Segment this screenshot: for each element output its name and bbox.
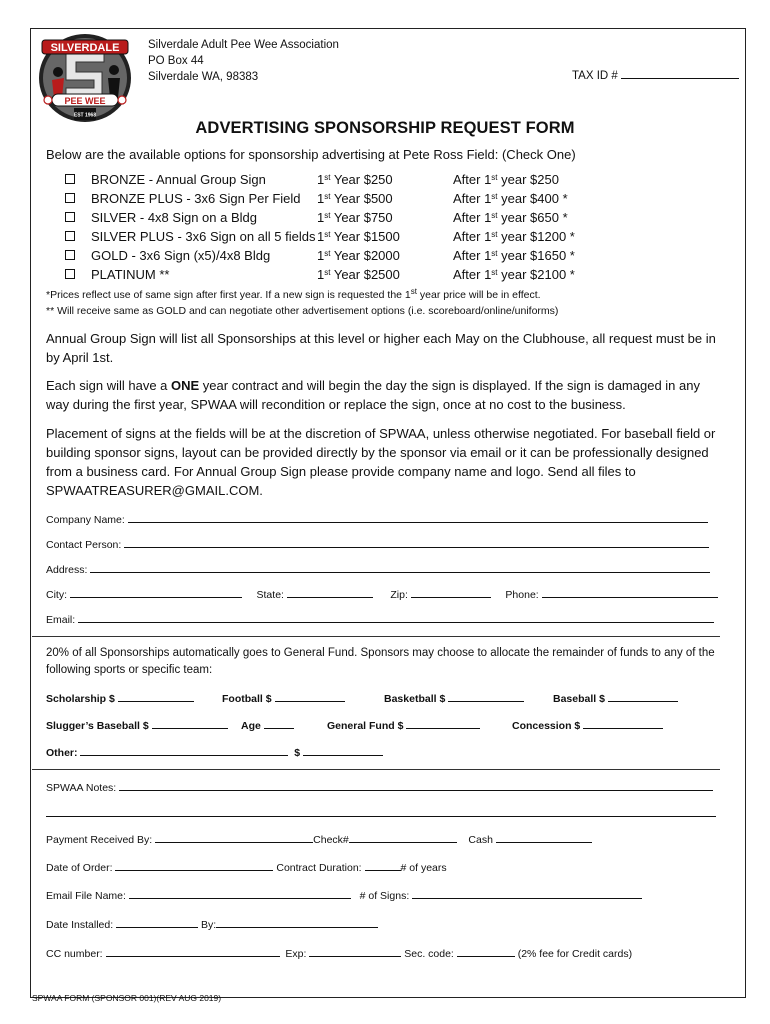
placement-paragraph: Placement of signs at the fields will be at the discretion of SPWAA, unless otherwise negotiated. For baseball field or building sponsor signs, layout can be provided directly by the sponsor via email or it can be professionally designed from a business card. For Annual Group Sign please provide company name and logo. Send all files to SPWAATREASURER@GMAIL.COM. <box>46 426 716 498</box>
baseball-field[interactable] <box>608 691 678 702</box>
option-name: GOLD - 3x6 Sign (x5)/4x8 Bldg <box>91 248 271 263</box>
option-checkbox[interactable] <box>65 250 75 260</box>
email-file-name-field[interactable] <box>129 888 351 899</box>
concession-field[interactable] <box>583 718 663 729</box>
allocation-text: 20% of all Sponsorships automatically goes to General Fund. Sponsors may choose to allocate the remainder of funds to any of the following sports or specific team: <box>46 647 715 676</box>
email-row: Email: <box>46 612 714 626</box>
option-after-first-year-price: After 1st year $650 * <box>453 210 568 225</box>
platinum-note: ** Will receive same as GOLD and can negotiate other advertisement options (i.e. scoreboard/online/uniforms) <box>46 305 559 317</box>
email-field[interactable] <box>78 612 714 623</box>
org-address-line2: Silverdale WA, 98383 <box>148 71 259 83</box>
option-first-year-price: 1st Year $500 <box>317 191 393 206</box>
payment-row: Payment Received By: Check# Cash <box>46 832 592 846</box>
intro-text: Below are the available options for sponsorship advertising at Pete Ross Field: (Check One) <box>46 147 576 162</box>
divider-1 <box>32 636 720 637</box>
option-checkbox[interactable] <box>65 193 75 203</box>
annual-group-paragraph: Annual Group Sign will list all Sponsorships at this level or higher each May on the Clubhouse, all request must be in by April 1st. <box>46 331 716 365</box>
tax-id-field[interactable] <box>621 67 739 79</box>
option-checkbox[interactable] <box>65 231 75 241</box>
option-checkbox[interactable] <box>65 212 75 222</box>
logo-bottom-text: PEE WEE <box>64 96 106 106</box>
cash-field[interactable] <box>496 832 592 843</box>
contact-person-row: Contact Person: <box>46 537 709 551</box>
other-amount-field[interactable] <box>303 745 383 756</box>
contact-person-field[interactable] <box>124 537 709 548</box>
org-name: Silverdale Adult Pee Wee Association <box>148 39 339 51</box>
date-installed-field[interactable] <box>116 917 198 928</box>
basketball-field[interactable] <box>448 691 524 702</box>
contract-paragraph: Each sign will have a ONE year contract and will begin the day the sign is displayed. If the sign is damaged in any way during the first year, SPWAA will recondition or replace the sign, once at no cost to the business. <box>46 378 700 412</box>
option-after-first-year-price: After 1st year $250 <box>453 172 559 187</box>
divider-2 <box>32 769 720 770</box>
football-row: Football $ <box>222 691 345 705</box>
price-note: *Prices reflect use of same sign after first year. If a new sign is requested the 1st year price will be in effect. <box>46 287 541 301</box>
sluggers-field[interactable] <box>152 718 228 729</box>
spwaa-notes-field[interactable] <box>119 780 713 791</box>
option-first-year-price: 1st Year $2000 <box>317 248 400 263</box>
company-name-row: Company Name: <box>46 512 708 526</box>
spwaa-notes-row: SPWAA Notes: <box>46 780 713 794</box>
general-fund-field[interactable] <box>406 718 480 729</box>
form-title: ADVERTISING SPONSORSHIP REQUEST FORM <box>195 119 575 137</box>
state-field[interactable] <box>287 587 373 598</box>
cc-number-field[interactable] <box>106 946 280 957</box>
option-first-year-price: 1st Year $250 <box>317 172 393 187</box>
date-order-row: Date of Order: Contract Duration: # of years <box>46 862 447 874</box>
option-name: PLATINUM ** <box>91 267 170 282</box>
phone-field[interactable] <box>542 587 718 598</box>
form-footer: SPWAA FORM (SPONSOR 001)(REV AUG 2019) <box>32 993 222 1003</box>
payment-received-field[interactable] <box>155 832 313 843</box>
option-after-first-year-price: After 1st year $2100 * <box>453 267 575 282</box>
email-file-row: Email File Name: # of Signs: <box>46 888 642 902</box>
football-field[interactable] <box>275 691 345 702</box>
exp-field[interactable] <box>309 946 401 957</box>
sec-code-field[interactable] <box>457 946 515 957</box>
number-of-signs-field[interactable] <box>412 888 642 899</box>
address-row: Address: <box>46 562 710 576</box>
other-field[interactable] <box>80 745 288 756</box>
installed-by-field[interactable] <box>216 917 378 928</box>
option-first-year-price: 1st Year $750 <box>317 210 393 225</box>
option-after-first-year-price: After 1st year $1650 * <box>453 248 575 263</box>
option-checkbox[interactable] <box>65 269 75 279</box>
age-row: Age <box>241 718 294 732</box>
scholarship-row: Scholarship $ <box>46 691 194 705</box>
org-address-block <box>148 37 339 85</box>
baseball-row: Baseball $ <box>553 691 678 705</box>
logo-top-text: SILVERDALE <box>50 42 120 54</box>
silverdale-pee-wee-logo <box>36 32 134 124</box>
tax-id-label: TAX ID # <box>572 70 618 82</box>
city-field[interactable] <box>70 587 242 598</box>
option-first-year-price: 1st Year $1500 <box>317 229 400 244</box>
option-first-year-price: 1st Year $2500 <box>317 267 400 282</box>
installed-row: Date Installed: By: <box>46 917 378 931</box>
option-name: SILVER - 4x8 Sign on a Bldg <box>91 210 257 225</box>
company-name-field[interactable] <box>128 512 708 523</box>
option-name: BRONZE PLUS - 3x6 Sign Per Field <box>91 191 301 206</box>
option-name: BRONZE - Annual Group Sign <box>91 172 266 187</box>
contract-duration-field[interactable] <box>365 860 401 871</box>
address-field[interactable] <box>90 562 710 573</box>
org-address-line1: PO Box 44 <box>148 55 204 67</box>
scholarship-field[interactable] <box>118 691 194 702</box>
option-checkbox[interactable] <box>65 174 75 184</box>
date-of-order-field[interactable] <box>115 860 273 871</box>
logo-est-text: EST 1968 <box>73 112 97 119</box>
age-field[interactable] <box>264 718 294 729</box>
cc-row: CC number: Exp: Sec. code: (2% fee for Credit cards) <box>46 948 633 960</box>
city-state-zip-row: City: State: Zip: Phone: <box>46 587 718 601</box>
zip-field[interactable] <box>411 587 491 598</box>
option-after-first-year-price: After 1st year $1200 * <box>453 229 575 244</box>
concession-row: Concession $ <box>512 718 663 732</box>
other-row: Other: $ <box>46 745 383 759</box>
general-fund-row: General Fund $ <box>327 718 480 732</box>
check-number-field[interactable] <box>349 832 457 843</box>
option-name: SILVER PLUS - 3x6 Sign on all 5 fields <box>91 229 316 244</box>
basketball-row: Basketball $ <box>384 691 524 705</box>
spwaa-notes-field-2[interactable] <box>46 806 716 817</box>
spwaa-notes-line2 <box>46 806 716 820</box>
tax-id <box>572 67 739 82</box>
sluggers-row: Slugger’s Baseball $ <box>46 718 228 732</box>
option-after-first-year-price: After 1st year $400 * <box>453 191 568 206</box>
